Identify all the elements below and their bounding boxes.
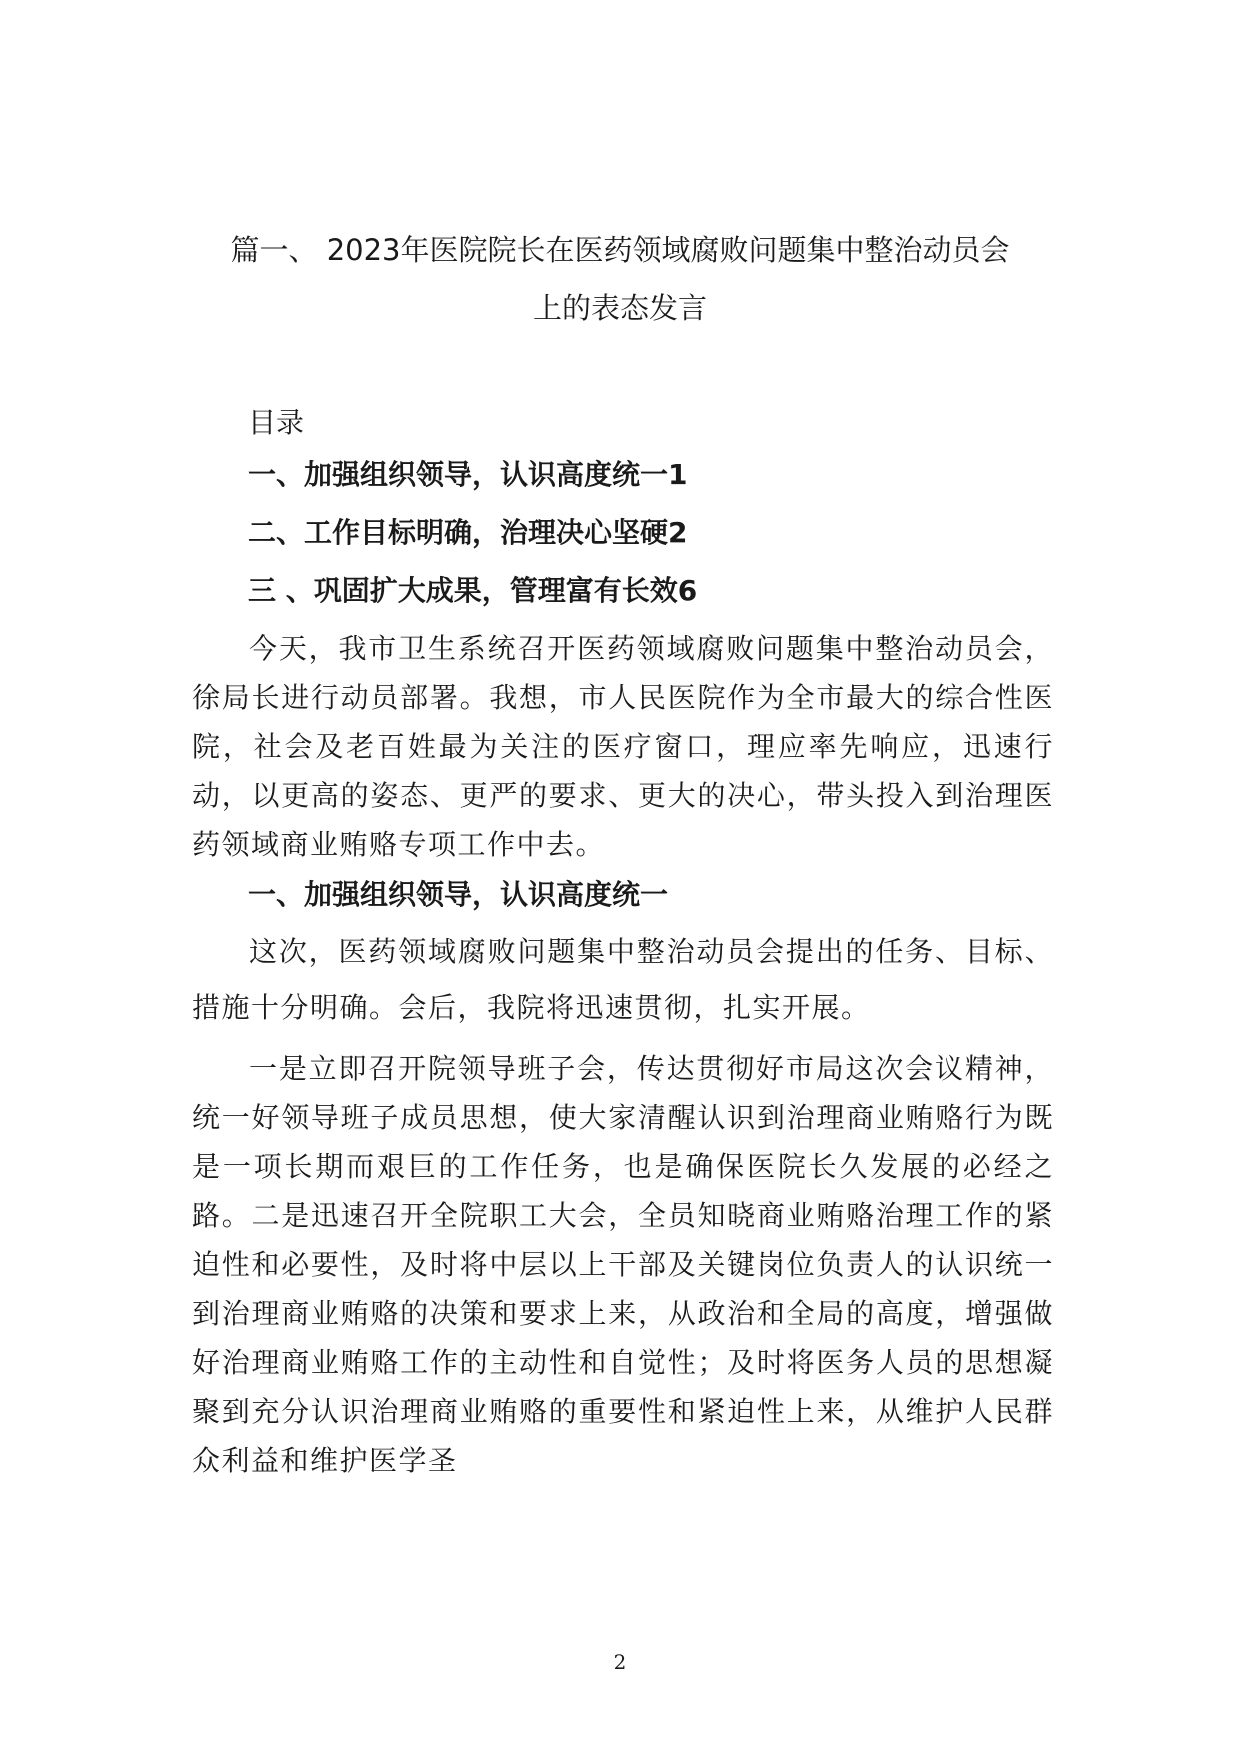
document-title-line-1: 篇一、 2023年医院院长在医药领域腐败问题集中整治动员会 (230, 233, 1010, 267)
document-title-line-2: 上的表态发言 (532, 291, 707, 325)
body-paragraph: 一是立即召开院领导班子会，传达贯彻好市局这次会议精神，统一好领导班子成员思想，使大家清醒认识到治理商业贿赂行为既是一项长期而艰巨的工作任务，也是确保医院长久发展的必经之路。二是迅速召开全院职工大会，全员知晓商业贿赂治理工作的紧迫性和必要性，及时将中层以上干部及关键岗位负责人的认识统一到治理商业贿赂的决策和要求上来，从政治和全局的高度，增强做好治理商业贿赂工作的主动性和自觉性；及时将医务人员的思想凝聚到充分认识治理商业贿赂的重要性和紧迫性上来，从维护人民群众利益和维护医学圣 (192, 1052, 1054, 1477)
body-paragraph: 这次，医药领域腐败问题集中整治动员会提出的任务、目标、措施十分明确。会后，我院将迅速贯彻，扎实开展。 (192, 935, 1054, 1024)
section-heading: 一、加强组织领导，认识高度统一 (248, 878, 669, 911)
intro-paragraph: 今天，我市卫生系统召开医药领域腐败问题集中整治动员会，徐局长进行动员部署。我想，市人民医院作为全市最大的综合性医院，社会及老百姓最为关注的医疗窗口，理应率先响应，迅速行动，以更高的姿态、更严的要求、更大的决心，带头投入到治理医药领域商业贿赂专项工作中去。 (192, 632, 1054, 861)
page-number: 2 (613, 1650, 627, 1674)
toc-item[interactable]: 二、工作目标明确，治理决心坚硬2 (248, 516, 688, 549)
toc-item[interactable]: 一、加强组织领导，认识高度统一1 (248, 458, 688, 491)
toc-label: 目录 (248, 406, 305, 439)
toc-item[interactable]: 三 、巩固扩大成果，管理富有长效6 (248, 574, 698, 607)
